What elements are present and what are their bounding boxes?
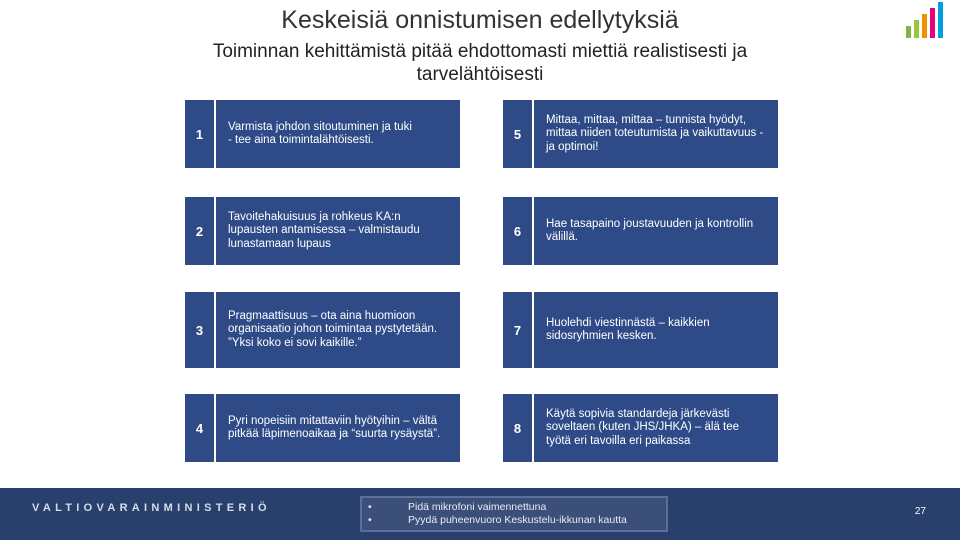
item-7-number: 7 <box>503 292 532 368</box>
page-number: 27 <box>914 506 926 517</box>
item-3-text: Pragmaattisuus – ota aina huomioon organisaatio johon toimintaa pystytetään. ”Yksi koko ei sovi kaikille.” <box>216 292 460 368</box>
slide-subtitle: Toiminnan kehittämistä pitää ehdottomasti miettiä realistisesti ja tarvelähtöisesti <box>212 41 748 85</box>
item-5-number: 5 <box>503 100 532 168</box>
item-1-number: 1 <box>185 100 214 168</box>
item-4-number: 4 <box>185 394 214 462</box>
notice-bullets: • • <box>368 501 372 526</box>
notice-line-request: Pyydä puheenvuoro Keskustelu-ikkunan kautta <box>408 514 627 526</box>
notice-line-mute: Pidä mikrofoni vaimennettuna <box>408 501 547 513</box>
item-3-number: 3 <box>185 292 214 368</box>
item-5-text: Mittaa, mittaa, mittaa – tunnista hyödyt, mittaa niiden toteutumista ja vaikuttavuus - ja optimoi! <box>534 100 778 168</box>
item-2-text: Tavoitehakuisuus ja rohkeus KA:n lupausten antamisessa – valmistaudu lunastamaan lupaus <box>216 197 460 265</box>
ministry-logo-text: VALTIOVARAINMINISTERIÖ <box>32 502 271 514</box>
slide-title: Keskeisiä onnistumisen edellytyksiä <box>281 6 679 34</box>
item-6-text: Hae tasapaino joustavuuden ja kontrollin välillä. <box>534 197 778 265</box>
item-8-number: 8 <box>503 394 532 462</box>
item-7-text: Huolehdi viestinnästä – kaikkien sidosryhmien kesken. <box>534 292 778 368</box>
item-8-text: Käytä sopivia standardeja järkevästi soveltaen (kuten JHS/JHKA) – älä tee työtä eri tavoilla eri paikassa <box>534 394 778 462</box>
item-6-number: 6 <box>503 197 532 265</box>
item-2-number: 2 <box>185 197 214 265</box>
bar-logo-icon <box>906 2 946 38</box>
meeting-notice <box>360 496 668 532</box>
item-4-text: Pyri nopeisiin mitattaviin hyötyihin – vältä pitkää läpimenoaikaa ja “suurta rysäystä”. <box>216 394 460 462</box>
item-1-text: Varmista johdon sitoutuminen ja tuki - tee aina toimintalähtöisesti. <box>216 100 460 168</box>
